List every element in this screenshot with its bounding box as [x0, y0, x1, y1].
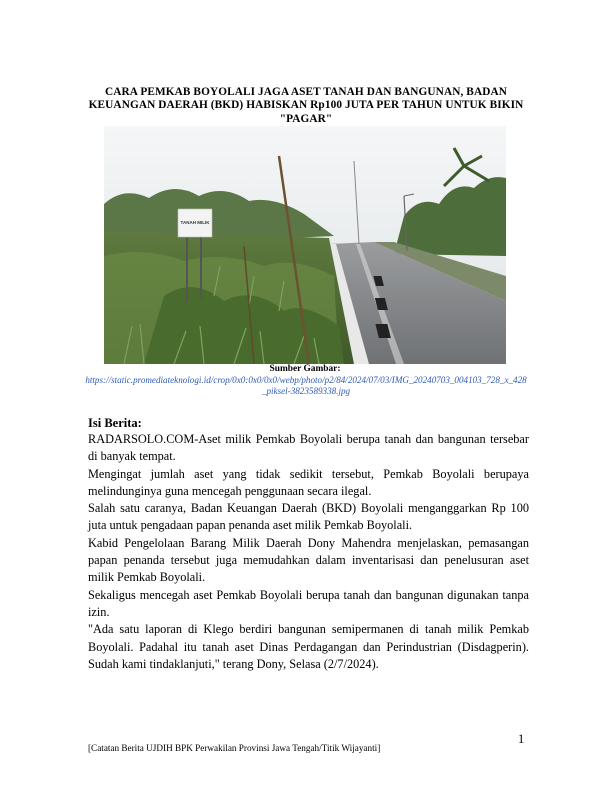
paragraph: RADARSOLO.COM-Aset milik Pemkab Boyolali berupa tanah dan bangunan tersebar di banyak tempat. [88, 432, 529, 464]
page-number: 1 [518, 732, 525, 746]
footer-note: [Catatan Berita UJDIH BPK Perwakilan Provinsi Jawa Tengah/Titik Wijayanti] [88, 743, 381, 753]
paragraph: Mengingat jumlah aset yang tidak sedikit tersebut, Pemkab Boyolali berupaya melindunginya guna mencegah penggunaan secara ilegal. [88, 466, 529, 498]
article-title: CARA PEMKAB BOYOLALI JAGA ASET TANAH DAN BANGUNAN, BADAN KEUANGAN DAERAH (BKD) HABISKAN Rp100 JUTA PER TAHUN UNTUK BIKIN "PAGAR" [88, 86, 524, 125]
paragraph: Salah satu caranya, Badan Keuangan Daerah (BKD) Boyolali menganggarkan Rp 100 juta untuk pengadaan papan penanda aset milik Pemkab Boyolali. [88, 501, 529, 533]
section-heading: Isi Berita: [88, 416, 142, 430]
sign-text: TANAH MILIK [180, 220, 210, 225]
news-photo [104, 126, 506, 364]
paragraph: "Ada satu laporan di Klego berdiri bangunan semipermanen di tanah milik Pemkab Boyolali. Padahal itu tanah aset Dinas Perdagangan dan Perindustrian (Disdagperin). Sudah kami tindaklanjuti," terang Dony, Selasa (2/7/2024). [88, 622, 529, 671]
figure-source-link[interactable]: https://static.promediateknologi.id/crop/0x0:0x0/0x0/webp/photo/p2/84/2024/07/03/IMG_20240703_004103_728_x_428_piksel-3823589338.jpg [85, 375, 527, 396]
paragraph: Kabid Pengelolaan Barang Milik Daerah Dony Mahendra menjelaskan, pemasangan papan penanda tersebut juga memudahkan dalam inventarisasi dan penelusuran aset milik Pemkab Boyolali. [88, 535, 529, 585]
paragraph: Sekaligus mencegah aset Pemkab Boyolali berupa tanah dan bangunan digunakan tanpa izin. [88, 587, 529, 619]
article-body [88, 431, 529, 673]
figure-caption-label: Sumber Gambar: [269, 364, 341, 374]
